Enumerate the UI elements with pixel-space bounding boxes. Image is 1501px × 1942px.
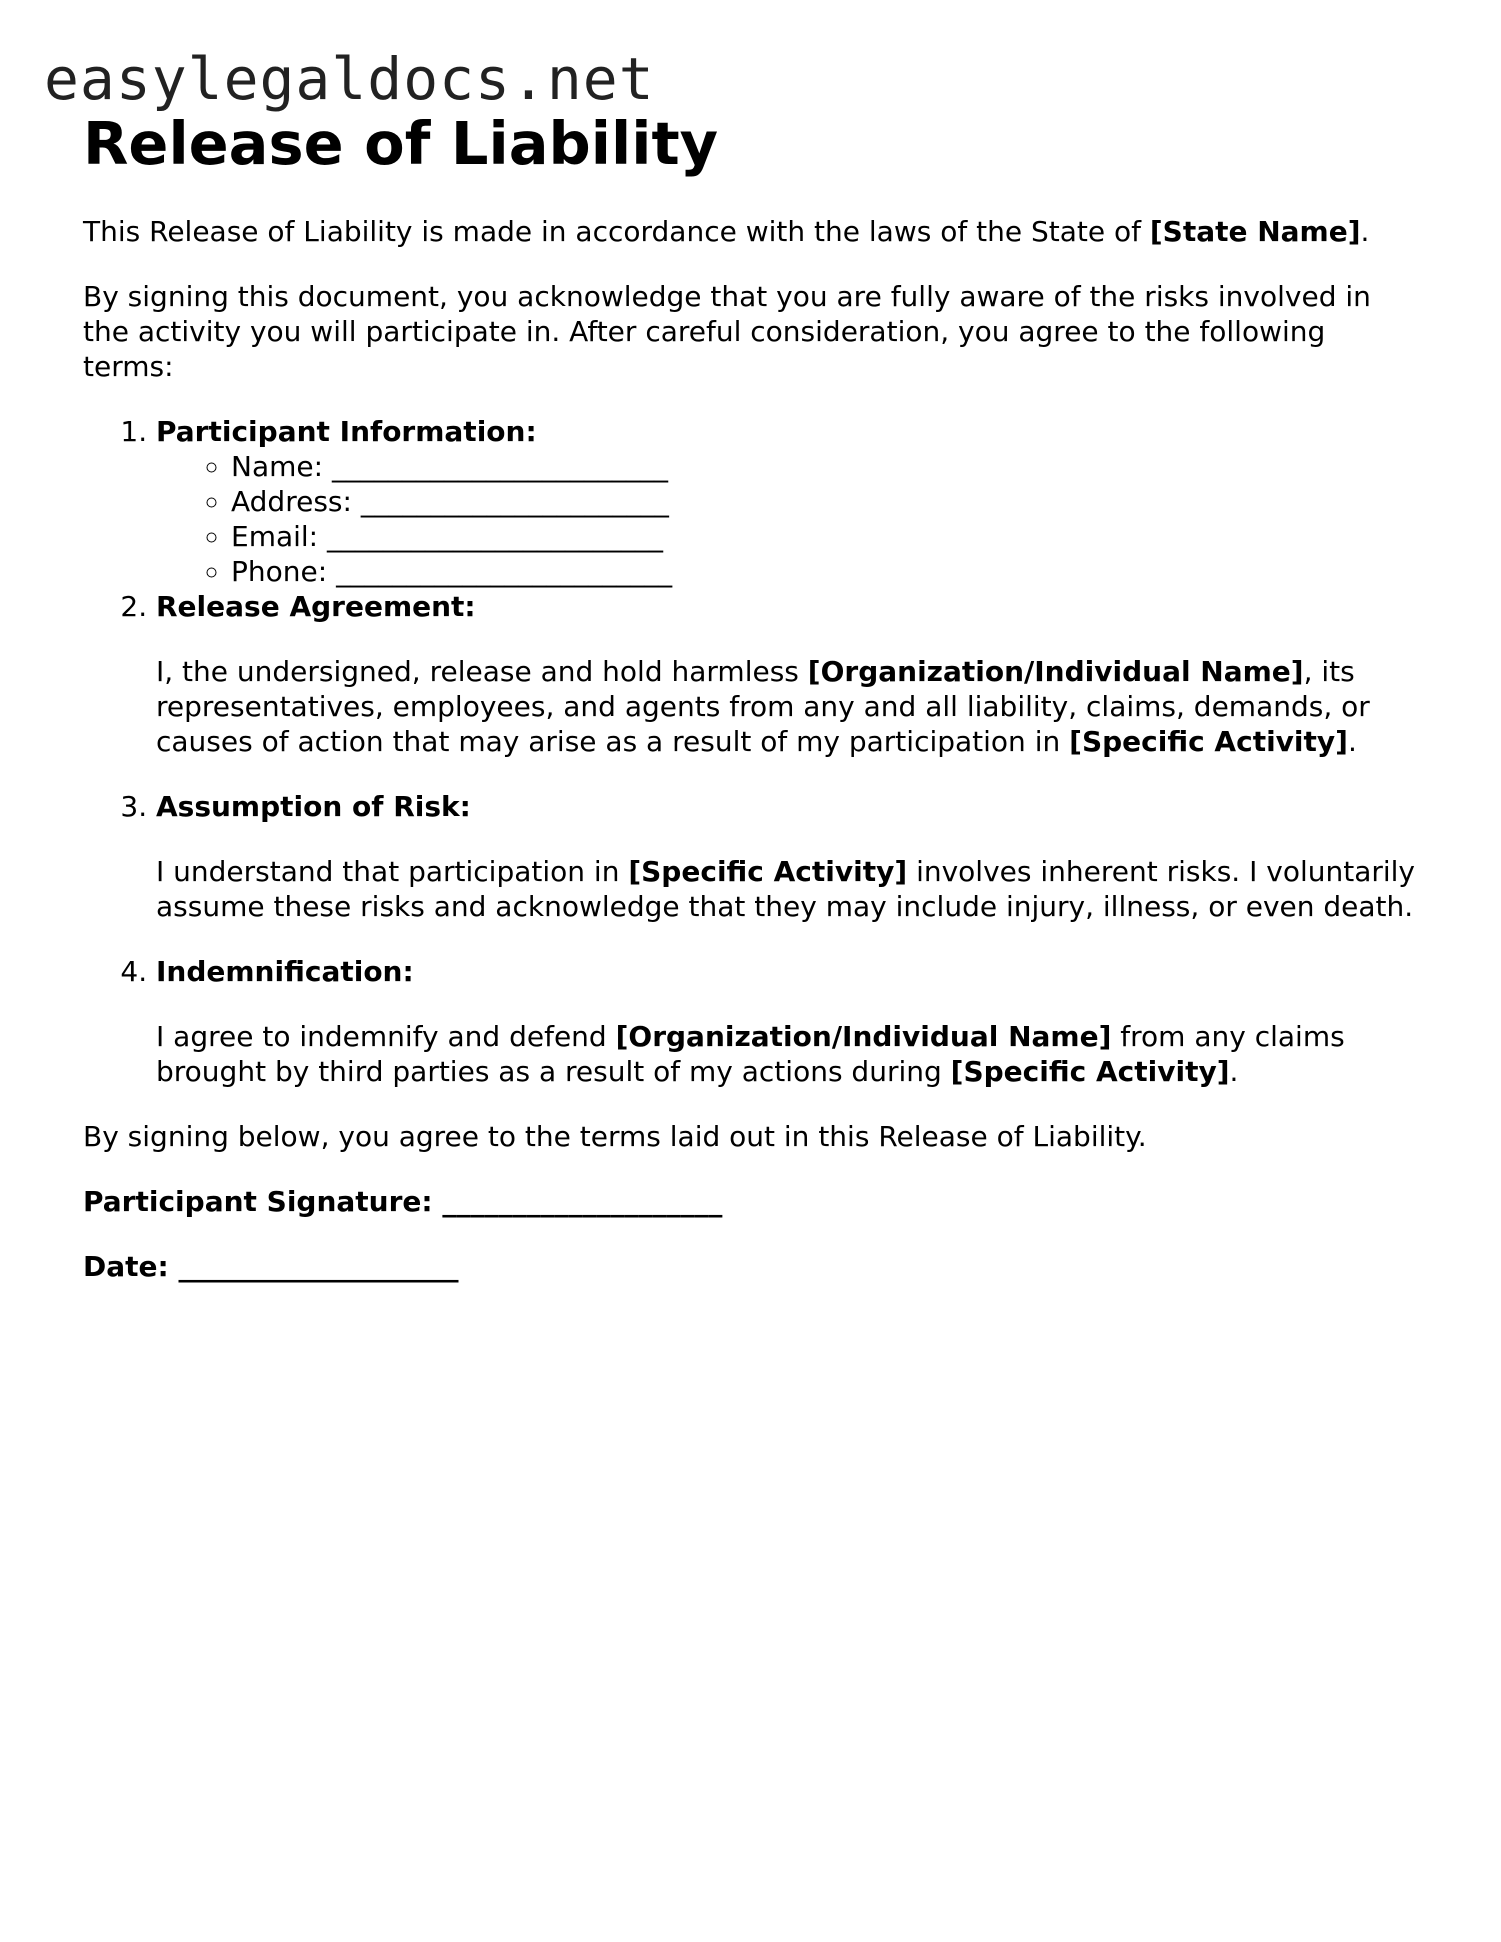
document-title: Release of Liability — [83, 109, 719, 178]
organization-placeholder: [Organization/Individual Name] — [615, 1020, 1112, 1053]
activity-placeholder: [Specific Activity] — [950, 1055, 1230, 1088]
clause-text: , its representatives, employees, and agents from any and all liability, claims, demands, or causes of action that may arise as a result of my participation in — [156, 655, 1370, 758]
participant-fields — [156, 449, 1423, 589]
email-field: ◦ Email: ________________________ — [231, 519, 1423, 554]
intro-period: . — [1360, 215, 1370, 248]
date-line: Date: ____________________ — [83, 1250, 459, 1283]
document — [83, 104, 1423, 1284]
clause-text: involves inherent risks. I voluntarily assume these risks and acknowledge that they may include injury, illness, or even death. — [156, 855, 1415, 923]
release-clause — [156, 654, 1423, 759]
clause-text: from any claims brought by third parties as a result of my actions during — [156, 1020, 1345, 1088]
intro-paragraph-acknowledgement: By signing this document, you acknowledge that you are fully aware of the risks involved in the activity you will participate in. After careful consideration, you agree to the following terms: — [83, 280, 1371, 383]
clause-text: . — [1347, 725, 1357, 758]
intro-text: This Release of Liability is made in accordance with the laws of the State of — [83, 215, 1150, 248]
phone-field: ◦ Phone: ________________________ — [231, 554, 1423, 589]
section-heading-indemnification: Indemnification: — [156, 955, 414, 988]
closing-statement: By signing below, you agree to the terms laid out in this Release of Liability. — [83, 1120, 1147, 1153]
section-heading-participant: Participant Information: — [156, 415, 537, 448]
list-item — [156, 414, 1423, 589]
list-item — [156, 789, 1423, 924]
participant-signature-line: Participant Signature: ____________________ — [83, 1185, 723, 1218]
clause-text: I, the undersigned, release and hold harmless — [156, 655, 808, 688]
organization-placeholder: [Organization/Individual Name] — [807, 655, 1304, 688]
indemnification-clause — [156, 1019, 1423, 1089]
section-heading-release: Release Agreement: — [156, 590, 476, 623]
state-placeholder: [State Name] — [1149, 215, 1361, 248]
intro-paragraph-jurisdiction — [83, 214, 1423, 249]
activity-placeholder: [Specific Activity] — [628, 855, 908, 888]
watermark: easylegaldocs.net — [44, 45, 655, 113]
name-field: ◦ Name: ________________________ — [231, 449, 1423, 484]
terms-list — [83, 414, 1423, 1089]
address-field: ◦ Address: ______________________ — [231, 484, 1423, 519]
clause-text: I agree to indemnify and defend — [156, 1020, 616, 1053]
list-item — [156, 589, 1423, 759]
risk-clause — [156, 854, 1423, 924]
section-heading-risk: Assumption of Risk: — [156, 790, 471, 823]
clause-text: I understand that participation in — [156, 855, 629, 888]
activity-placeholder: [Specific Activity] — [1069, 725, 1348, 758]
list-item — [156, 954, 1423, 1089]
clause-text: . — [1229, 1055, 1239, 1088]
